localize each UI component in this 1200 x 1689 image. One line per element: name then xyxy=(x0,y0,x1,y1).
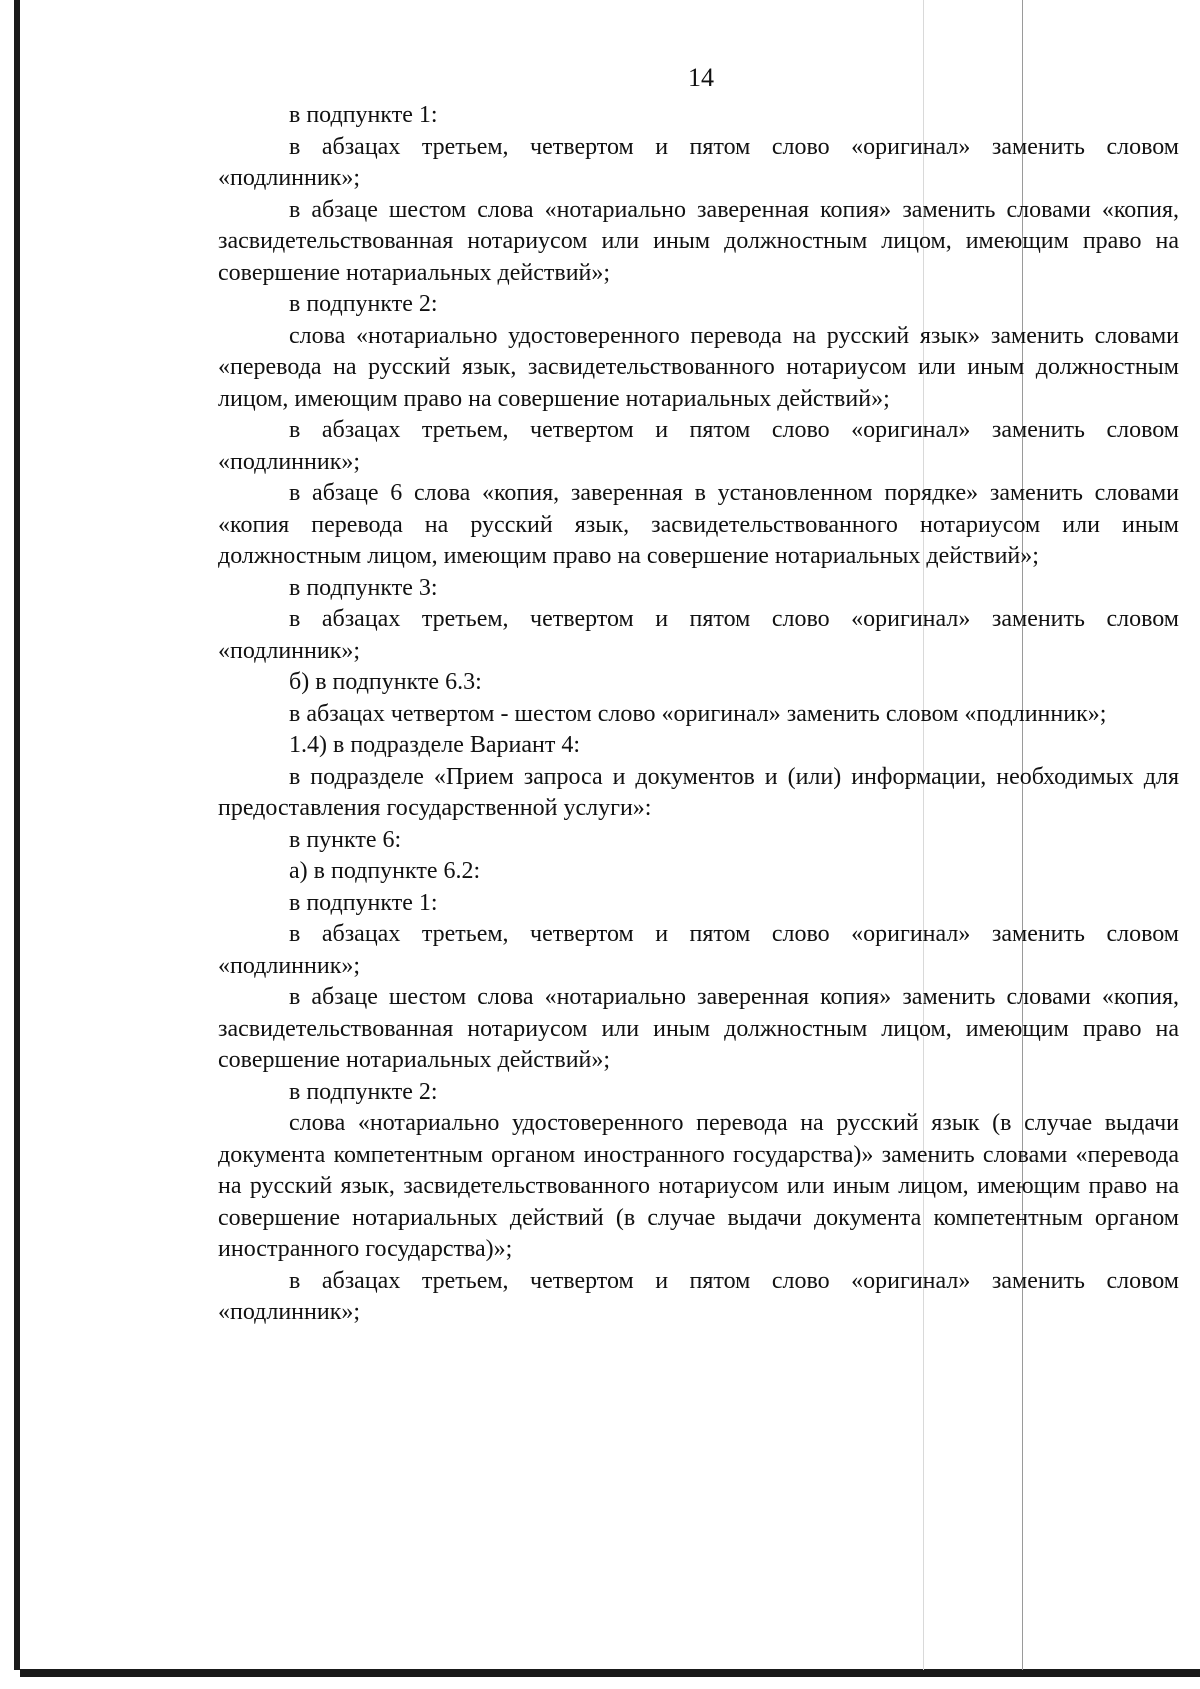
document-body xyxy=(218,100,1179,1329)
paragraph: в пункте 6: xyxy=(289,826,402,853)
page-number: 14 xyxy=(688,63,714,92)
paragraph: б) в подпункте 6.3: xyxy=(289,669,482,695)
paragraph: 1.4) в подразделе Вариант 4: xyxy=(289,732,581,758)
paragraph: в подпункте 2: xyxy=(289,1078,438,1105)
paragraph: в подпункте 1: xyxy=(289,889,438,916)
paragraph: слова «нотариально удостоверенного перевода на русский язык» заменить словами «перевода на русский язык, засвидетельствованного нотариусом или иным должностным лицом, имеющим право на совершение нотариальных действий»; xyxy=(218,322,1179,412)
paragraph: в подразделе «Прием запроса и документов и (или) информации, необходимых для предоставления государственной услуги»: xyxy=(218,763,1179,821)
paragraph: в абзацах третьем, четвертом и пятом слово «оригинал» заменить словом «подлинник»; xyxy=(218,1267,1179,1325)
paragraph: в абзацах третьем, четвертом и пятом слово «оригинал» заменить словом «подлинник»; xyxy=(218,133,1179,191)
paragraph: в подпункте 1: xyxy=(289,102,438,128)
paragraph: в подпункте 2: xyxy=(289,291,438,317)
paragraph: слова «нотариально удостоверенного перевода на русский язык (в случае выдачи документа компетентным органом иностранного государства)» заменить словами «перевода на русский язык, засвидетельствованного нотариусом или иным лицом, имеющим право на совершение нотариальных действий (в случае выдачи документа компетентным органом иностранного государства)»; xyxy=(218,1110,1179,1262)
paragraph: а) в подпункте 6.2: xyxy=(289,858,481,884)
paragraph: в абзаце шестом слова «нотариально заверенная копия» заменить словами «копия, засвидетельствованная нотариусом или иным должностным лицом, имеющим право на совершение нотариальных действий»; xyxy=(218,196,1179,286)
paragraph: в подпункте 3: xyxy=(289,574,438,601)
paragraph: в абзацах третьем, четвертом и пятом слово «оригинал» заменить словом «подлинник»; xyxy=(218,417,1179,475)
paragraph: в абзацах третьем, четвертом и пятом слово «оригинал» заменить словом «подлинник»; xyxy=(218,606,1179,664)
paragraph: в абзацах четвертом - шестом слово «оригинал» заменить словом «подлинник»; xyxy=(289,700,1107,727)
paragraph: в абзацах третьем, четвертом и пятом слово «оригинал» заменить словом «подлинник»; xyxy=(218,921,1179,979)
paragraph: в абзаце 6 слова «копия, заверенная в установленном порядке» заменить словами «копия перевода на русский язык, засвидетельствованного нотариусом или иным должностным лицом, имеющим право на совершение нотариальных действий»; xyxy=(218,480,1179,569)
paragraph: в абзаце шестом слова «нотариально заверенная копия» заменить словами «копия, засвидетельствованная нотариусом или иным должностным лицом, имеющим право на совершение нотариальных действий»; xyxy=(218,984,1179,1073)
